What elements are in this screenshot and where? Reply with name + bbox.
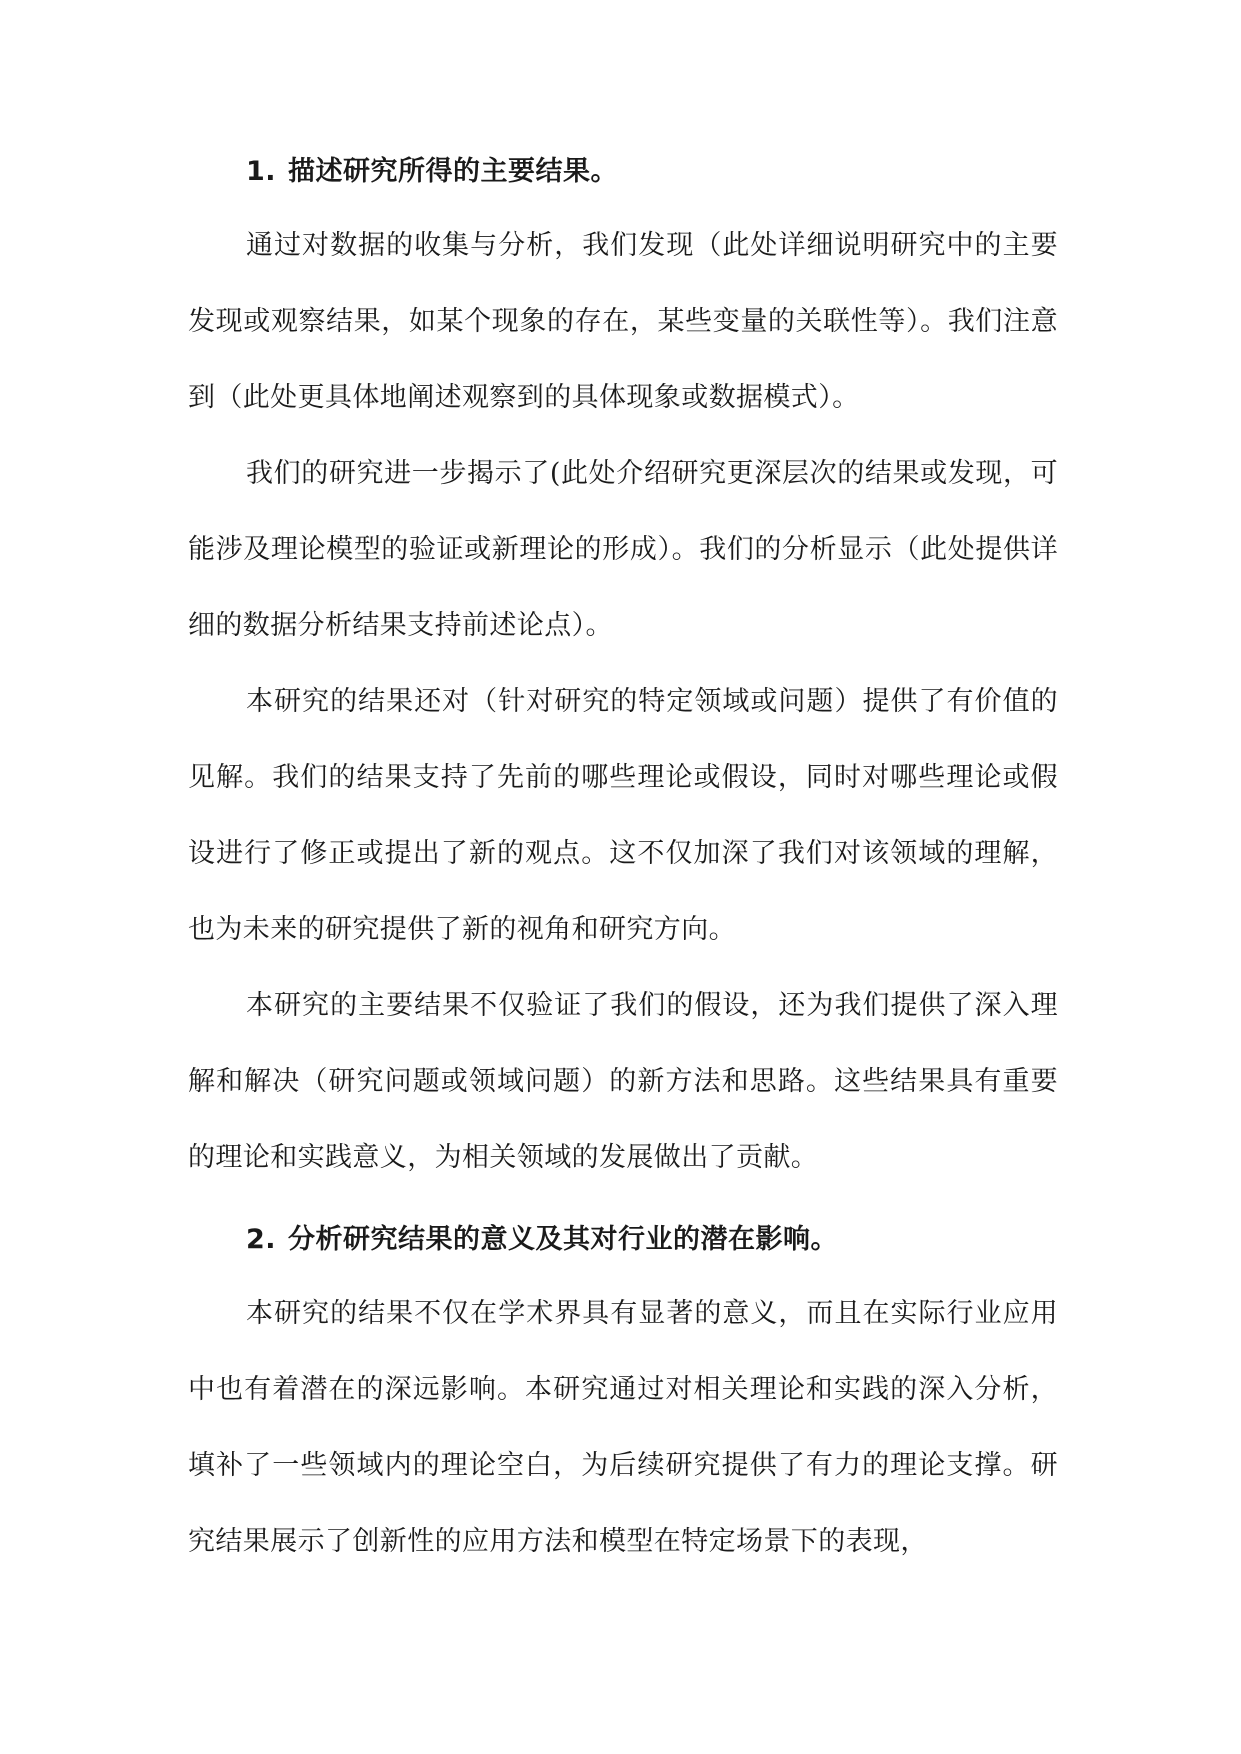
- paragraph: 本研究的结果不仅在学术界具有显著的意义，而且在实际行业应用中也有着潜在的深远影响。本研究通过对相关理论和实践的深入分析，填补了一些领域内的理论空白，为后续研究提供了有力的理论支撑。研究结果展示了创新性的应用方法和模型在特定场景下的表现，: [188, 1298, 1058, 1557]
- section-significance: [188, 1216, 1058, 1580]
- section-title: 分析研究结果的意义及其对行业的潜在影响。: [288, 1224, 838, 1255]
- paragraph: 我们的研究进一步揭示了(此处介绍研究更深层次的结果或发现，可能涉及理论模型的验证或新理论的形成）。我们的分析显示（此处提供详细的数据分析结果支持前述论点）。: [188, 458, 1058, 641]
- section-main-results: [188, 148, 1058, 1196]
- paragraph: 本研究的主要结果不仅验证了我们的假设，还为我们提供了深入理解和解决（研究问题或领域问题）的新方法和思路。这些结果具有重要的理论和实践意义，为相关领域的发展做出了贡献。: [188, 990, 1058, 1173]
- section-heading: [188, 148, 1058, 196]
- paragraph: 通过对数据的收集与分析，我们发现（此处详细说明研究中的主要发现或观察结果，如某个现象的存在，某些变量的关联性等）。我们注意到（此处更具体地阐述观察到的具体现象或数据模式）。: [188, 230, 1058, 413]
- section-title: 描述研究所得的主要结果。: [288, 156, 618, 187]
- section-heading: [188, 1216, 1058, 1264]
- paragraph: 本研究的结果还对（针对研究的特定领域或问题）提供了有价值的见解。我们的结果支持了先前的哪些理论或假设，同时对哪些理论或假设进行了修正或提出了新的观点。这不仅加深了我们对该领域的理解，也为未来的研究提供了新的视角和研究方向。: [188, 686, 1058, 945]
- section-number: 1.: [246, 156, 277, 187]
- section-number: 2.: [246, 1224, 277, 1255]
- document-body: [188, 148, 1058, 1580]
